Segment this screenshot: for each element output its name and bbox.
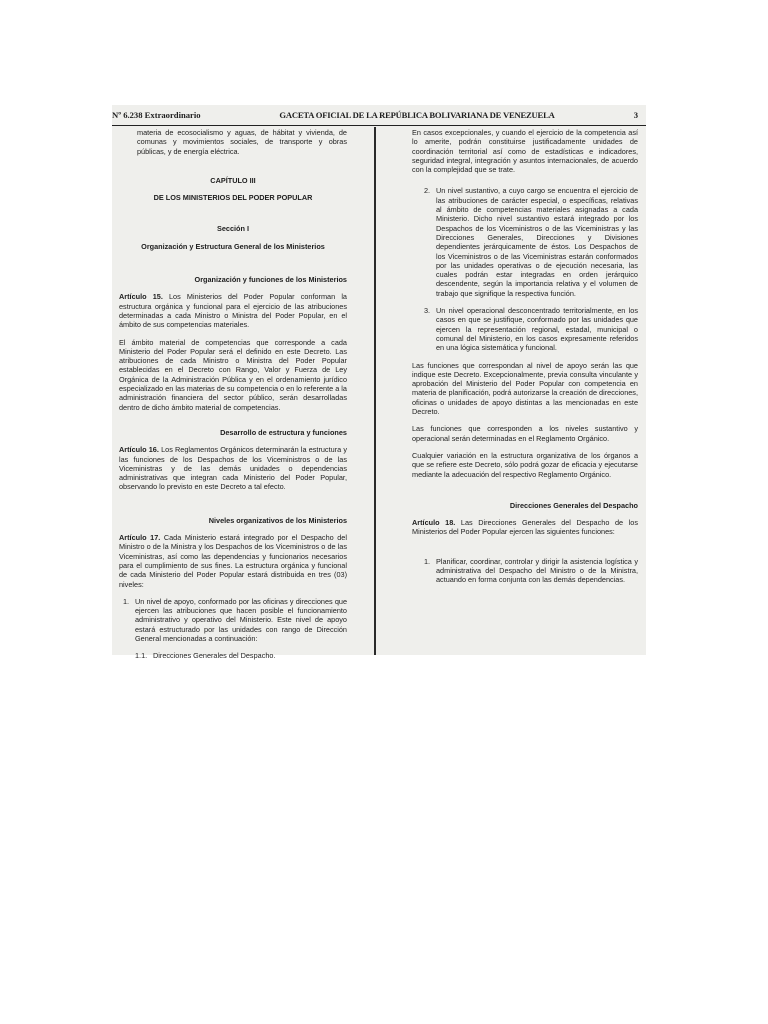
article-heading: Direcciones Generales del Despacho: [509, 500, 638, 510]
article-label: Artículo 16.: [119, 445, 159, 455]
right-column: [412, 128, 638, 593]
left-column: [119, 128, 347, 661]
article-heading: Organización y funciones de los Ministerios: [194, 275, 347, 285]
list-item: [123, 597, 347, 643]
list-number: 2.: [424, 186, 431, 196]
column-divider: [374, 127, 376, 655]
list-number: 3.: [424, 306, 431, 316]
list-text: Un nivel sustantivo, a cuyo cargo se encuentra el ejercicio de las atribuciones de carácter especial, o específicas, relativas al ámbito de competencias materiales asignadas a cada Ministerio. Dicho nivel sustantivo estará integrado por los Despachos de los Viceministros o de las Viceministras y las Direcciones Generales, Direcciones y Divisiones dependientes jerárquicamente de éstos. Los Despachos de los Viceministros o de las Viceministras estarán conformados por las unidades operativas o de ejecución necesaria, las cuales podrán estar integradas en orden jerárquico descendente, según la importancia relativa y el volumen de trabajo que signifique la respectiva función.: [436, 186, 638, 298]
gazette-title: GACETA OFICIAL DE LA REPÚBLICA BOLIVARIANA DE VENEZUELA: [279, 110, 555, 120]
list-item: [424, 306, 638, 352]
article-paragraph: Cualquier variación en la estructura organizativa de los órganos a que se refiere este Decreto, sólo podrá gozar de eficacia y ejecutarse mediante la adecuación del respectivo Reglamento Orgánico.: [412, 450, 638, 479]
article-text: Los Reglamentos Orgánicos determinarán la estructura y las funciones de los Despachos de los Viceministros o de las Viceministras y de las demás unidades o dependencias administrativas que integran cada Ministerio del Poder Popular, observando lo previsto en este Decreto a tal efecto.: [119, 445, 347, 492]
article-label: Artículo 17.: [119, 533, 161, 543]
section-subtitle: Organización y Estructura General de los Ministerios: [141, 241, 325, 251]
issue-number: Nº 6.238 Extraordinario: [112, 110, 201, 120]
article-paragraph: [119, 445, 347, 491]
article-paragraph: [119, 292, 347, 329]
article-paragraph: Las funciones que correspondan al nivel de apoyo serán las que indique este Decreto. Excepcionalmente, previa consulta vinculante y aprobación del Ministerio del Poder Popular con competencia en materia de planificación, podrá autorizarse la creación de direcciones, oficinas o unidades de apoyo distintas a las mencionadas en este Decreto.: [412, 360, 638, 417]
intro-text: materia de ecosocialismo y aguas, de hábitat y vivienda, de comunas y movimientos sociales, de transporte y obras públicas, y de energía eléctrica.: [137, 128, 347, 156]
section-title: Sección I: [216, 224, 250, 234]
page-header: [112, 105, 646, 126]
list-text: Direcciones Generales del Despacho.: [153, 651, 276, 661]
list-item: [424, 557, 638, 585]
article-text: Cada Ministerio estará integrado por el Despacho del Ministro o de la Ministra y los Despachos de los Viceministros o de las Viceministras, así como las dependencias y funcionarios necesarios para el cumplimiento de sus fines. La estructura orgánica y funcional de cada Ministerio del Poder Popular estará distribuida en tres (03) niveles:: [119, 533, 347, 589]
list-text: Un nivel operacional desconcentrado territorialmente, en los casos en que se justifique, conformado por las unidades que ejercen la representación regional, estadal, municipal o comunal del Ministerio, en los casos expresamente referidos en una lógica sistemática y funcional.: [436, 306, 638, 353]
article-paragraph: En casos excepcionales, y cuando el ejercicio de la competencia así lo amerite, podrán constituirse justificadamente unidades de coordinación territorial así como de estadísticas e indicadores, seguridad integral, integración y asuntos internacionales, de acuerdo con la complejidad que se trate.: [412, 128, 638, 175]
gazette-page: [112, 105, 646, 661]
article-paragraph: [412, 518, 638, 537]
list-item: [424, 186, 638, 298]
list-number: 1.: [123, 596, 130, 606]
article-heading: Niveles organizativos de los Ministerios: [208, 515, 347, 525]
list-number: 1.1.: [135, 651, 148, 661]
article-paragraph: Las funciones que corresponden a los niveles sustantivo y operacional serán determinadas en el Reglamento Orgánico.: [412, 424, 638, 443]
chapter-title: CAPÍTULO III: [210, 175, 256, 185]
article-label: Artículo 15.: [119, 292, 163, 302]
article-paragraph: [119, 533, 347, 589]
list-text: Planificar, coordinar, controlar y dirigir la asistencia logística y administrativa del Despacho del Ministro o de la Ministra, actuando en forma conjunta con las demás dependencias.: [436, 556, 638, 585]
article-text: Las Direcciones Generales del Despacho de los Ministerios del Poder Popular ejercen las siguientes funciones:: [412, 518, 638, 537]
page-number: 3: [633, 110, 638, 120]
article-text: Los Ministerios del Poder Popular conforman la estructura orgánica y funcional para el ejercicio de las atribuciones determinadas a cada Ministro o Ministra del Poder Popular, en el ámbito de sus competencias materiales.: [119, 292, 347, 330]
list-text: Un nivel de apoyo, conformado por las oficinas y direcciones que ejercen las atribuciones que hacen posible el funcionamiento administrativo y operativo del Ministerio. Este nivel de apoyo estará estructurado por las unidades con rango de Dirección General mencionadas a continuación:: [135, 596, 347, 643]
sub-list-item: [135, 651, 347, 660]
article-heading: Desarrollo de estructura y funciones: [220, 427, 347, 437]
article-label: Artículo 18.: [412, 518, 456, 528]
list-number: 1.: [424, 556, 431, 566]
article-paragraph: El ámbito material de competencias que corresponde a cada Ministerio del Poder Popular será el definido en este Decreto. Las atribuciones de cada Ministro o Ministra del Poder Popular establecidas en el Decreto con Rango, Valor y Fuerza de Ley Orgánica de la Administración Pública y en el ordenamiento jurídico especializado en las materias de su competencia o en lo referente a la administración financiera del sector público, serán desarrolladas dentro de dicho ámbito material de competencias.: [119, 337, 347, 412]
chapter-subtitle: DE LOS MINISTERIOS DEL PODER POPULAR: [153, 193, 313, 203]
